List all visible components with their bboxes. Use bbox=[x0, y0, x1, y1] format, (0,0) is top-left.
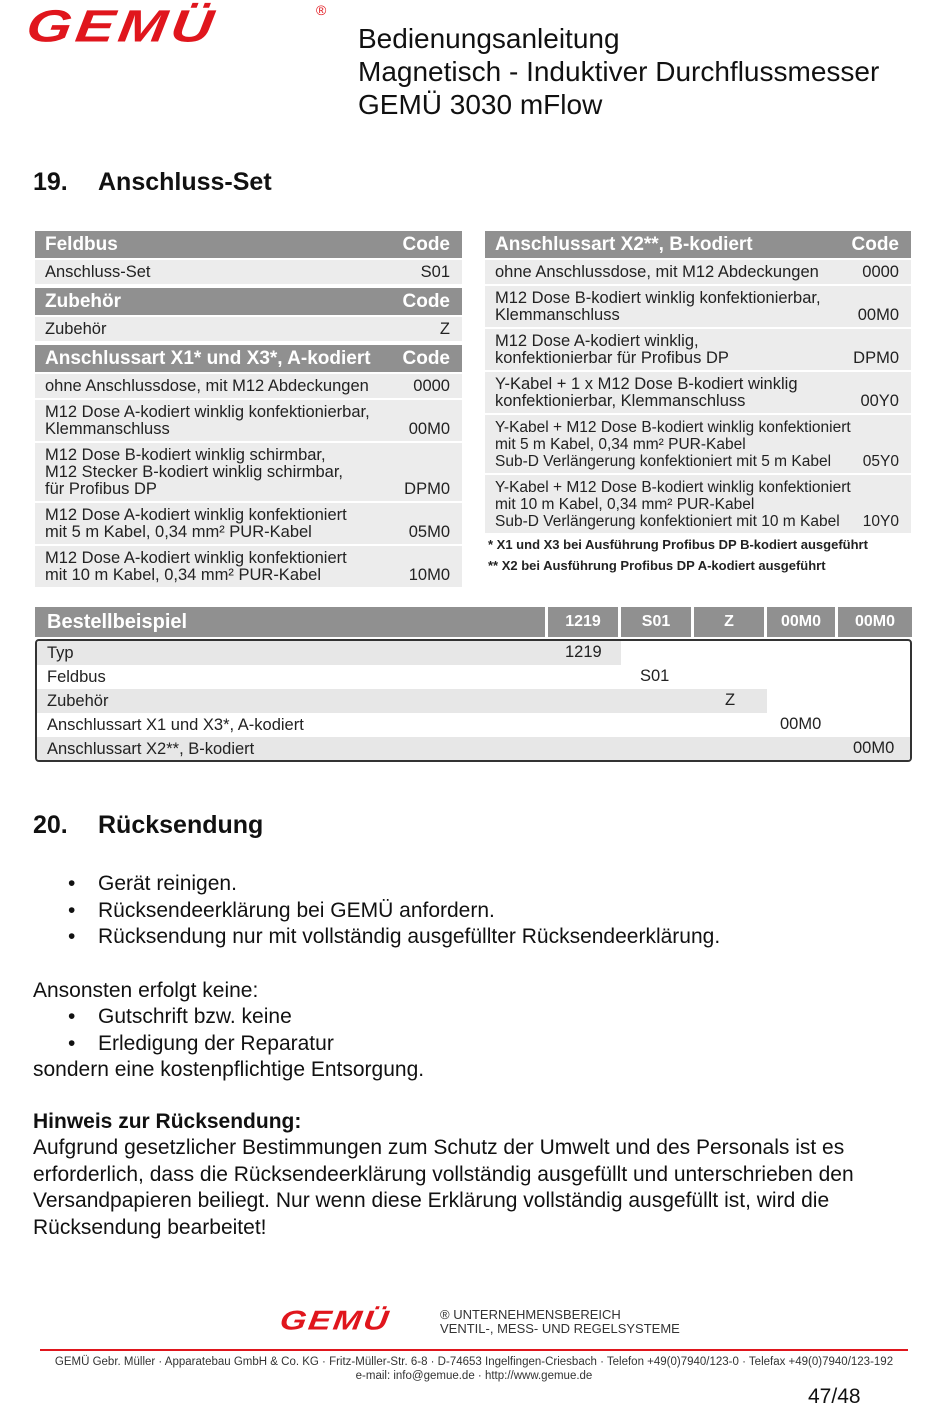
hint-title: Hinweis zur Rücksendung: bbox=[33, 1110, 302, 1133]
division-line-1: ® UNTERNEHMENSBEREICH bbox=[440, 1307, 621, 1322]
title-line-3: GEMÜ 3030 mFlow bbox=[358, 89, 603, 120]
row-desc: Y-Kabel + M12 Dose B-kodiert winklig konfektioniert mit 5 m Kabel, 0,34 mm² PUR-Kabel Sub-D Verlängerung konfektioniert mit 5 m Kabel bbox=[495, 419, 851, 470]
list-item: • Erledigung der Reparatur bbox=[68, 1031, 334, 1058]
return-steps-list bbox=[68, 871, 720, 951]
row-code: 00M0 bbox=[857, 306, 899, 324]
row-desc: Anschluss-Set bbox=[45, 263, 151, 281]
row-desc: M12 Dose A-kodiert winklig konfektionierbar, Klemmanschluss bbox=[45, 403, 370, 438]
row-desc: M12 Dose A-kodiert winklig konfektioniert mit 5 m Kabel, 0,34 mm² PUR-Kabel bbox=[45, 506, 347, 541]
document-title bbox=[358, 22, 879, 121]
row-code: 00Y0 bbox=[860, 392, 899, 410]
row-desc: Zubehör bbox=[45, 320, 107, 338]
footer-division bbox=[440, 1308, 680, 1336]
order-row-x1x3 bbox=[37, 713, 839, 737]
table-row bbox=[35, 317, 462, 341]
x1x3-header bbox=[35, 345, 462, 372]
row-label: Feldbus bbox=[47, 667, 106, 686]
table-row bbox=[35, 374, 462, 398]
row-code: S01 bbox=[420, 263, 450, 281]
row-label: Anschlussart X2**, B-kodiert bbox=[47, 739, 255, 758]
list-item: • Gutschrift bzw. keine bbox=[68, 1004, 334, 1031]
order-row-feldbus bbox=[37, 665, 693, 689]
order-code-x1x3: 00M0 bbox=[767, 607, 835, 637]
row-code: Z bbox=[439, 320, 450, 338]
table-row bbox=[35, 546, 462, 587]
otherwise-outro: sondern eine kostenpflichtige Entsorgung. bbox=[33, 1058, 425, 1081]
row-code: DPM0 bbox=[853, 349, 899, 367]
order-value-x1x3: 00M0 bbox=[780, 715, 822, 733]
row-code: 00M0 bbox=[408, 420, 450, 438]
table-row bbox=[35, 260, 462, 284]
table-row bbox=[485, 329, 911, 370]
footnote-1: * X1 und X3 bei Ausführung Profibus DP B-kodiert ausgeführt bbox=[488, 537, 868, 552]
order-value-x2: 00M0 bbox=[853, 739, 895, 757]
code-header: Code bbox=[851, 233, 899, 255]
code-header: Code bbox=[402, 290, 450, 312]
order-example-title: Bestellbeispiel bbox=[35, 607, 545, 637]
order-code-x2: 00M0 bbox=[838, 607, 912, 637]
list-item: • Rücksendung nur mit vollständig ausgefüllter Rücksendeerklärung. bbox=[68, 924, 720, 951]
row-desc: ohne Anschlussdose, mit M12 Abdeckungen bbox=[45, 377, 369, 395]
header-label: Zubehör bbox=[45, 290, 121, 312]
table-row bbox=[485, 286, 911, 327]
right-code-table bbox=[485, 231, 911, 535]
page-number: 47/48 bbox=[808, 1385, 861, 1408]
table-row bbox=[35, 400, 462, 441]
row-code: 10M0 bbox=[408, 566, 450, 584]
row-code: DPM0 bbox=[404, 480, 450, 498]
row-label: Typ bbox=[47, 643, 74, 662]
section-number: 19. bbox=[33, 168, 68, 196]
order-code-s01: S01 bbox=[621, 607, 691, 637]
x2-header bbox=[485, 231, 911, 258]
row-label: Zubehör bbox=[47, 691, 109, 710]
section-20-heading bbox=[33, 811, 263, 840]
table-row bbox=[485, 475, 911, 533]
footer-divider bbox=[40, 1349, 908, 1351]
list-item: • Gerät reinigen. bbox=[68, 871, 720, 898]
table-row bbox=[485, 260, 911, 284]
code-header: Code bbox=[402, 347, 450, 369]
row-code: 0000 bbox=[413, 377, 450, 395]
header-label: Anschlussart X2**, B-kodiert bbox=[495, 233, 753, 255]
order-value-typ: 1219 bbox=[565, 643, 602, 661]
feldbus-header bbox=[35, 231, 462, 258]
order-value-zubehoer: Z bbox=[725, 691, 736, 709]
hint-text: Aufgrund gesetzlicher Bestimmungen zum Schutz der Umwelt und des Personals ist es erforderlich, dass die Rücksendeerklärung vollständig ausgefüllt und unterschrieben den Versandpapieren beiliegt. Nur wenn diese Erklärung vollständig ausgefüllt ist, wird die Rücksendung bearbeitet! bbox=[33, 1136, 854, 1239]
row-desc: M12 Dose A-kodiert winklig konfektioniert mit 10 m Kabel, 0,34 mm² PUR-Kabel bbox=[45, 549, 347, 584]
title-line-2: Magnetisch - Induktiver Durchflussmesser bbox=[358, 56, 880, 87]
section-title: Rücksendung bbox=[98, 811, 264, 839]
row-code: 05M0 bbox=[408, 523, 450, 541]
order-row-typ bbox=[37, 641, 621, 665]
order-code-1219: 1219 bbox=[548, 607, 618, 637]
list-item: • Rücksendeerklärung bei GEMÜ anfordern. bbox=[68, 898, 720, 925]
otherwise-intro: Ansonsten erfolgt keine: bbox=[33, 979, 259, 1002]
section-number: 20. bbox=[33, 811, 68, 839]
title-line-1: Bedienungsanleitung bbox=[358, 23, 620, 54]
row-label: Anschlussart X1 und X3*, A-kodiert bbox=[47, 715, 304, 734]
row-desc: M12 Dose A-kodiert winklig, konfektionierbar für Profibus DP bbox=[495, 332, 729, 367]
footer-contact: e-mail: info@gemue.de · http://www.gemue.de bbox=[355, 1370, 593, 1382]
order-row-zubehoer bbox=[37, 689, 767, 713]
code-header: Code bbox=[402, 233, 450, 255]
left-code-table bbox=[35, 231, 462, 589]
order-example-table bbox=[35, 639, 912, 762]
row-desc: Y-Kabel + M12 Dose B-kodiert winklig konfektioniert mit 10 m Kabel, 0,34 mm² PUR-Kabel Sub-D Verlängerung konfektioniert mit 10 m Kabel bbox=[495, 479, 851, 530]
table-row bbox=[485, 415, 911, 473]
footnote-2: ** X2 bei Ausführung Profibus DP A-kodiert ausgeführt bbox=[488, 558, 826, 573]
footer-address: GEMÜ Gebr. Müller · Apparatebau GmbH & Co. KG · Fritz-Müller-Str. 6-8 · D-74653 Ingelfingen-Criesbach · Telefon +49(0)7940/123-0 · Telefax +49(0)7940/123-192 bbox=[54, 1356, 894, 1368]
division-line-2: VENTIL-, MESS- UND REGELSYSTEME bbox=[440, 1321, 680, 1336]
gemue-logo: GEMÜ bbox=[23, 0, 221, 52]
row-desc: M12 Dose B-kodiert winklig schirmbar, M12 Stecker B-kodiert winklig schirmbar, für Profibus DP bbox=[45, 446, 344, 498]
header-label: Feldbus bbox=[45, 233, 118, 255]
row-desc: ohne Anschlussdose, mit M12 Abdeckungen bbox=[495, 263, 819, 281]
table-row bbox=[485, 372, 911, 413]
registered-mark: ® bbox=[316, 2, 327, 18]
row-code: 10Y0 bbox=[862, 513, 899, 530]
order-value-feldbus: S01 bbox=[640, 667, 670, 685]
row-desc: Y-Kabel + 1 x M12 Dose B-kodiert winklig konfektionierbar, Klemmanschluss bbox=[495, 375, 798, 410]
table-row bbox=[35, 503, 462, 544]
row-desc: M12 Dose B-kodiert winklig konfektionierbar, Klemmanschluss bbox=[495, 289, 821, 324]
zubehoer-header bbox=[35, 288, 462, 315]
row-code: 0000 bbox=[862, 263, 899, 281]
otherwise-list bbox=[68, 1004, 334, 1057]
section-title: Anschluss-Set bbox=[98, 168, 272, 196]
section-19-heading bbox=[33, 168, 272, 197]
row-code: 05Y0 bbox=[862, 453, 899, 470]
order-code-z: Z bbox=[694, 607, 764, 637]
order-row-x2 bbox=[37, 737, 912, 761]
footer-gemue-logo: GEMÜ bbox=[277, 1305, 393, 1336]
header-label: Anschlussart X1* und X3*, A-kodiert bbox=[45, 347, 371, 369]
table-row bbox=[35, 443, 462, 501]
